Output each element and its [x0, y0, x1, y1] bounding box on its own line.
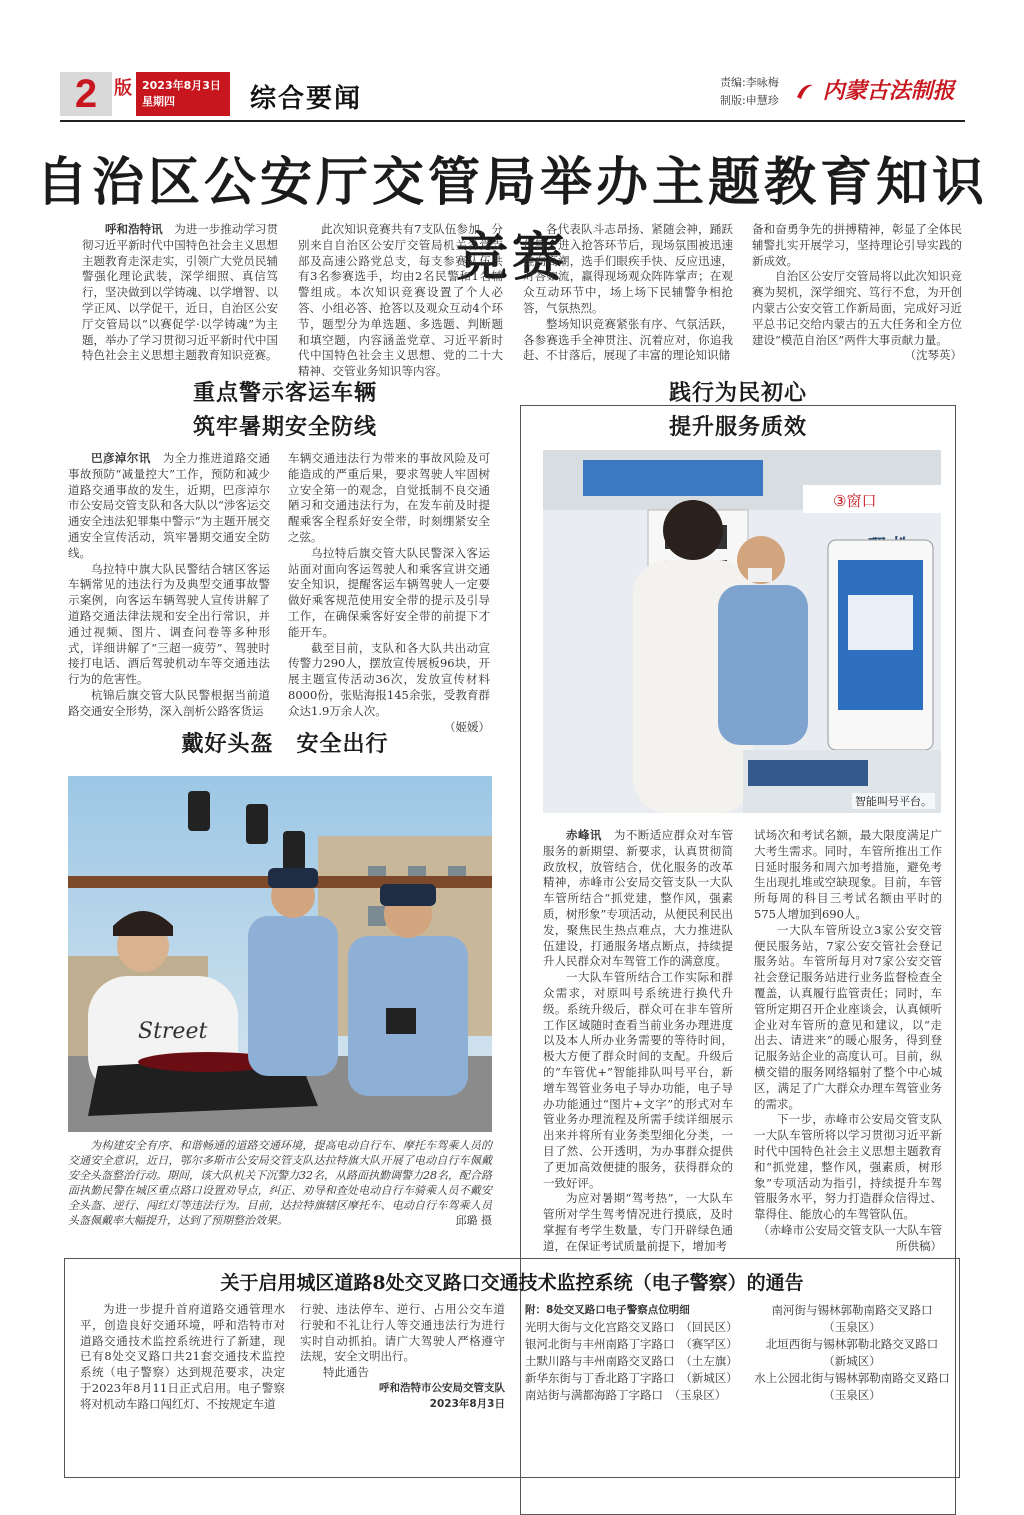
paragraph: 备和奋勇争先的拼搏精神，彰显了全体民辅警扎实开展学习，坚持理论引导实践的新成效。: [752, 222, 962, 268]
warning-article-title: [80, 376, 490, 444]
paragraph: 试场次和考试名额，最大限度满足广大考生需求。同时，车管所推出工作日延时服务和周六加考措施，避免考生出现扎堆或空缺现象。目前，车管所每周的科目三考试名额由平时的575人增加到690人。: [754, 828, 942, 921]
paragraph: 一大队车管所设立3家公安交管便民服务站，7家公安交管社会登记服务站。车管所每月对7家公安交管社会登记服务站进行业务监督检查全覆盖，认真履行监管责任；同时，车管所定期召开企业座谈会，认真倾听企业对车管所的意见和建议，以“走出去、请进来”的暖心服务，得到登记服务站企业的高度认可。目前，纵横交错的服务网络辐射了整个中心城区，满足了广大群众办理车驾管业务的需求。: [754, 922, 942, 1111]
helmet-article-title: 戴好头盔 安全出行: [181, 731, 389, 757]
paragraph: 行驶、违法停车、逆行、占用公交车道行驶和不礼让行人等交通违法行为进行实时自动抓拍。请广大驾驶人严格遵守法规，安全文明出行。: [300, 1302, 505, 1364]
main-article-col2: [298, 222, 503, 380]
author-byline: （沈琴英）: [904, 348, 962, 363]
paragraph: 为应对暑期“驾考热”，一大队车管所对学生驾考情况进行摸底，及时掌握有考学生数量，专门开辟绿色通道，在保证考试质量前提下，增加考: [543, 1191, 733, 1253]
paragraph: 此次知识竞赛共有7支队伍参加，分别来自自治区公安厅交管局机关各党支部及高速公路党总支，每支参赛队伍共有3名参赛选手，均由2名民警和1名辅警组成。本次知识竞赛设置了个人必答、小组必答、抢答以及观众互动4个环节，题型分为单选题、多选题、判断题和填空题，内容涵盖党章、习近平新时代中国特色社会主义思想、党的二十大精神、交管业务知识等内容。: [298, 222, 503, 379]
paragraph: 自治区公安厅交管局将以此次知识竞赛为契机，深学细究、笃行不怠，为开创内蒙古公安交管工作新局面，完成好习近平总书记交给内蒙古的五大任务和全方位建设“模范自治区”两件大事贡献力量。: [752, 269, 962, 347]
paragraph: 各代表队斗志昂扬、紧随会神，踊跃作答。进入抢答环节后，现场氛围被迅速推向高潮，选手们眼疾手快、反应迅速，对答如流，赢得现场观众阵阵掌声；在观众互动环节中，场上场下民辅警争相抢答，气氛热烈。: [523, 222, 733, 315]
page-number: 2: [60, 72, 112, 116]
helmet-photo-caption: [68, 1138, 492, 1228]
paragraph: 为不断适应群众对车管服务的新期望、新要求，认真贯彻简政放权，放管结合，优化服务的改革精神，赤峰市公安局交管支队一大队车管所结合“抓党建，整作风，强素质，树形象”专项活动，从便民利民出发，聚焦民生热点难点，大力推进队伍建设，打通服务堵点断点，持续提升人民群众对车驾管工作的满意度。: [543, 828, 734, 969]
notice-closing: 特此通告: [323, 1365, 369, 1380]
paragraph: 杭锦后旗交管大队民警根据当前道路交通安全形势，深入剖析公路客货运: [68, 687, 270, 718]
notice-date: 2023年8月3日: [429, 1397, 505, 1410]
issue-date: 2023年8月3日: [142, 79, 221, 92]
list-item: 北垣西街与锡林郭勒北路交叉路口: [765, 1337, 939, 1351]
title-line: 筑牢暑期安全防线: [192, 414, 377, 440]
issue-weekday: 星期四: [142, 95, 175, 108]
warning-article-col2: [288, 451, 490, 735]
dateline: 赤峰讯: [566, 828, 602, 842]
paragraph: 一大队车管所结合工作实际和群众需求，对原叫号系统进行换代升级。系统升级后，群众可在非车管所工作区域随时查看当前业务办理进度以及本人所办业务需要的等待时间，极大方便了群众时间的支配。升级后的“车管优+”智能排队叫号平台，新增车驾管业务电子导办功能，电子导办功能通过“图片+文字”的形式对车管业务办理流程及所需手续详细展示出来并将所有业务类型细化分类，一目了然、公开透明，为办事群众提供了更加高效便捷的服务，获得群众的一致好评。: [543, 970, 733, 1190]
location-list-col2: [752, 1302, 952, 1404]
paragraph: 为进一步提升首府道路交通管理水平，创造良好交通环境，呼和浩特市对道路交通技术监控系统进行了新建，现已有8处交叉路口共21套交通技术监控系统（电子警察）达到规范要求，决定于2023年8月11日正式启用。电子警察将对机动车路口闯红灯、不按规定车道: [80, 1302, 285, 1411]
header-rule: [60, 120, 965, 122]
paragraph: 整场知识竞赛紧张有序、气氛活跃，各参赛选手全神贯注、沉着应对，你追我赶、不甘落后，展现了丰富的理论知识储: [523, 316, 733, 363]
list-item: 新华东街与丁香北路丁字路口 （新城区）: [525, 1371, 738, 1385]
notice-issuer: 呼和浩特市公安局交管支队: [379, 1381, 505, 1394]
editor-name: 责编:李咏梅: [720, 76, 779, 89]
section-title: 综合要闻: [250, 84, 363, 114]
maker-name: 制版:申慧珍: [720, 94, 779, 107]
shirt-text: Street: [138, 1019, 208, 1044]
dateline: 巴彦淖尔讯: [91, 451, 151, 465]
date-box: [136, 72, 230, 116]
paragraph: 为进一步推动学习贯彻习近平新时代中国特色社会主义思想主题教育走深走实，引领广大党员民辅警强化理论武装，深学细照、真信笃行，坚决做到以学铸魂、以学增智、以学正风、以学促干，近日，自治区公安厅交管局以“以赛促学·以学铸魂”为主题，举办了学习贯彻习近平新时代中国特色社会主义思想主题教育知识竞赛。: [82, 222, 279, 363]
title-line: 践行为民初心: [668, 380, 807, 406]
list-item: （玉泉区）: [823, 1388, 881, 1402]
list-item: 南河街与锡林郭勒南路交叉路口: [771, 1303, 933, 1317]
window-sign: ③窗口: [833, 492, 877, 510]
notice-title: 关于启用城区道路8处交叉路口交通技术监控系统（电子警察）的通告: [220, 1272, 804, 1294]
list-item: 水上公园北街与锡林郭勒南路交叉路口: [754, 1371, 950, 1385]
warning-article-col1: [68, 451, 270, 720]
logo-swirl-icon: [795, 81, 815, 101]
main-headline: 自治区公安厅交管局举办主题教育知识竞赛: [35, 152, 988, 288]
list-item: 土默川路与丰州南路交叉路口 （土左旗）: [525, 1354, 738, 1368]
paper-logo: [795, 74, 955, 105]
location-list-title: 附：8处交叉路口电子警察点位明细: [525, 1304, 690, 1316]
page-label: 版: [114, 78, 132, 99]
service-photo-illustration: [543, 450, 941, 813]
service-article-col1: [543, 828, 733, 1255]
service-article-title: [520, 376, 956, 444]
list-item: 光明大街与文化宫路交叉路口 （回民区）: [525, 1320, 738, 1334]
helmet-photo-illustration: [68, 776, 492, 1132]
paragraph: 截至目前，支队和各大队共出动宣传警力290人，摆放宣传展板96块，开展主题宣传活动36次，发放宣传材料8000份，张贴海报145余张，受教育群众达1.9万余人次。: [288, 640, 490, 718]
service-photo-caption: 智能叫号平台。: [852, 793, 935, 809]
service-photo: [543, 450, 941, 813]
main-article-col3: [523, 222, 733, 364]
editor-credits: [720, 74, 779, 110]
main-article-col1: [82, 222, 278, 364]
list-item: （玉泉区）: [823, 1320, 881, 1334]
notice-col1: [80, 1302, 285, 1413]
list-item: 南站街与满都海路丁字路口 （玉泉区）: [525, 1388, 727, 1402]
location-list-col1: [525, 1302, 740, 1404]
helmet-photo: [68, 776, 492, 1132]
paragraph: 乌拉特后旗交管大队民警深入客运站面对面向客运驾驶人和乘客宣讲交通安全知识，提醒客运车辆驾驶人一定要做好乘客规范使用安全带的提示及引导工作，在确保乘客好安全带的前提下才能开车。: [288, 545, 490, 639]
author-byline: （姬媛）: [444, 719, 490, 734]
paragraph: 乌拉特中旗大队民警结合辖区客运车辆常见的违法行为及典型交通事故警示案例，向客运车辆驾驶人宣传讲解了道路交通法律法规和安全出行常识，并通过视频、图片、调查问卷等多种形式，详细讲解了“三超一疲劳”、驾驶时接打电话、酒后驾驶机动车等交通违法行为的危害性。: [68, 561, 270, 687]
dateline: 呼和浩特讯: [105, 222, 163, 236]
title-line: 提升服务质效: [668, 414, 807, 440]
main-article-col4: [752, 222, 962, 364]
photo-credit: 邱璐 摄: [455, 1214, 492, 1227]
paragraph: 车辆交通违法行为带来的事故风险及可能造成的严重后果，要求驾驶人牢固树立安全第一的观念，自觉抵制不良交通陋习和交通违法行为，在发车前及时提醒乘客全程系好安全带，时刻绷紧安全之弦。: [288, 451, 490, 544]
list-item: （新城区）: [823, 1354, 881, 1368]
list-item: 银河北街与丰州南路丁字路口 （赛罕区）: [525, 1337, 738, 1351]
title-line: 重点警示客运车辆: [192, 380, 377, 406]
service-article-col2: [754, 828, 942, 1255]
paragraph: 下一步，赤峰市公安局交管支队一大队车管所将以学习贯彻习近平新时代中国特色社会主义思想主题教育和“抓党建，整作风，强素质，树形象”专项活动为指引，持续提升车驾管服务水平，努力打造群众信得过、靠得住、能放心的车驾管队伍。: [754, 1112, 942, 1222]
author-byline: （赤峰市公安局交管支队一大队车管所供稿）: [758, 1222, 942, 1253]
notice-col2: [300, 1302, 505, 1413]
paper-name: 内蒙古法制报: [822, 78, 955, 104]
caption-text: 为构建安全有序、和谐畅通的道路交通环境，提高电动自行车、摩托车驾乘人员的交通安全意识，近日，鄂尔多斯市公安局交管支队达拉特旗大队开展了电动自行车佩戴安全头盔整治行动。期间，该大队机关下沉警力32名，从路面执勤调警力28名，配合路面执勤民警在城区重点路口设置劝导点，纠正、劝导和查处电动自行车骑乘人员不戴安全头盔、逆行、闯红灯等违法行为。目前，达拉特旗辖区摩托车、电动自行车驾乘人员头盔佩戴率大幅提升，达到了预期整治效果。: [68, 1139, 492, 1227]
paragraph: 为全力推进道路交通事故预防“减量控大”工作，预防和减少道路交通事故的发生，近期，巴彦淖尔市公安局交管支队和各大队以“涉客运交通安全违法犯罪集中警示”为主题开展交通安全宣传活动，筑牢暑期交通安全防线。: [68, 451, 271, 560]
masthead: [60, 70, 965, 120]
